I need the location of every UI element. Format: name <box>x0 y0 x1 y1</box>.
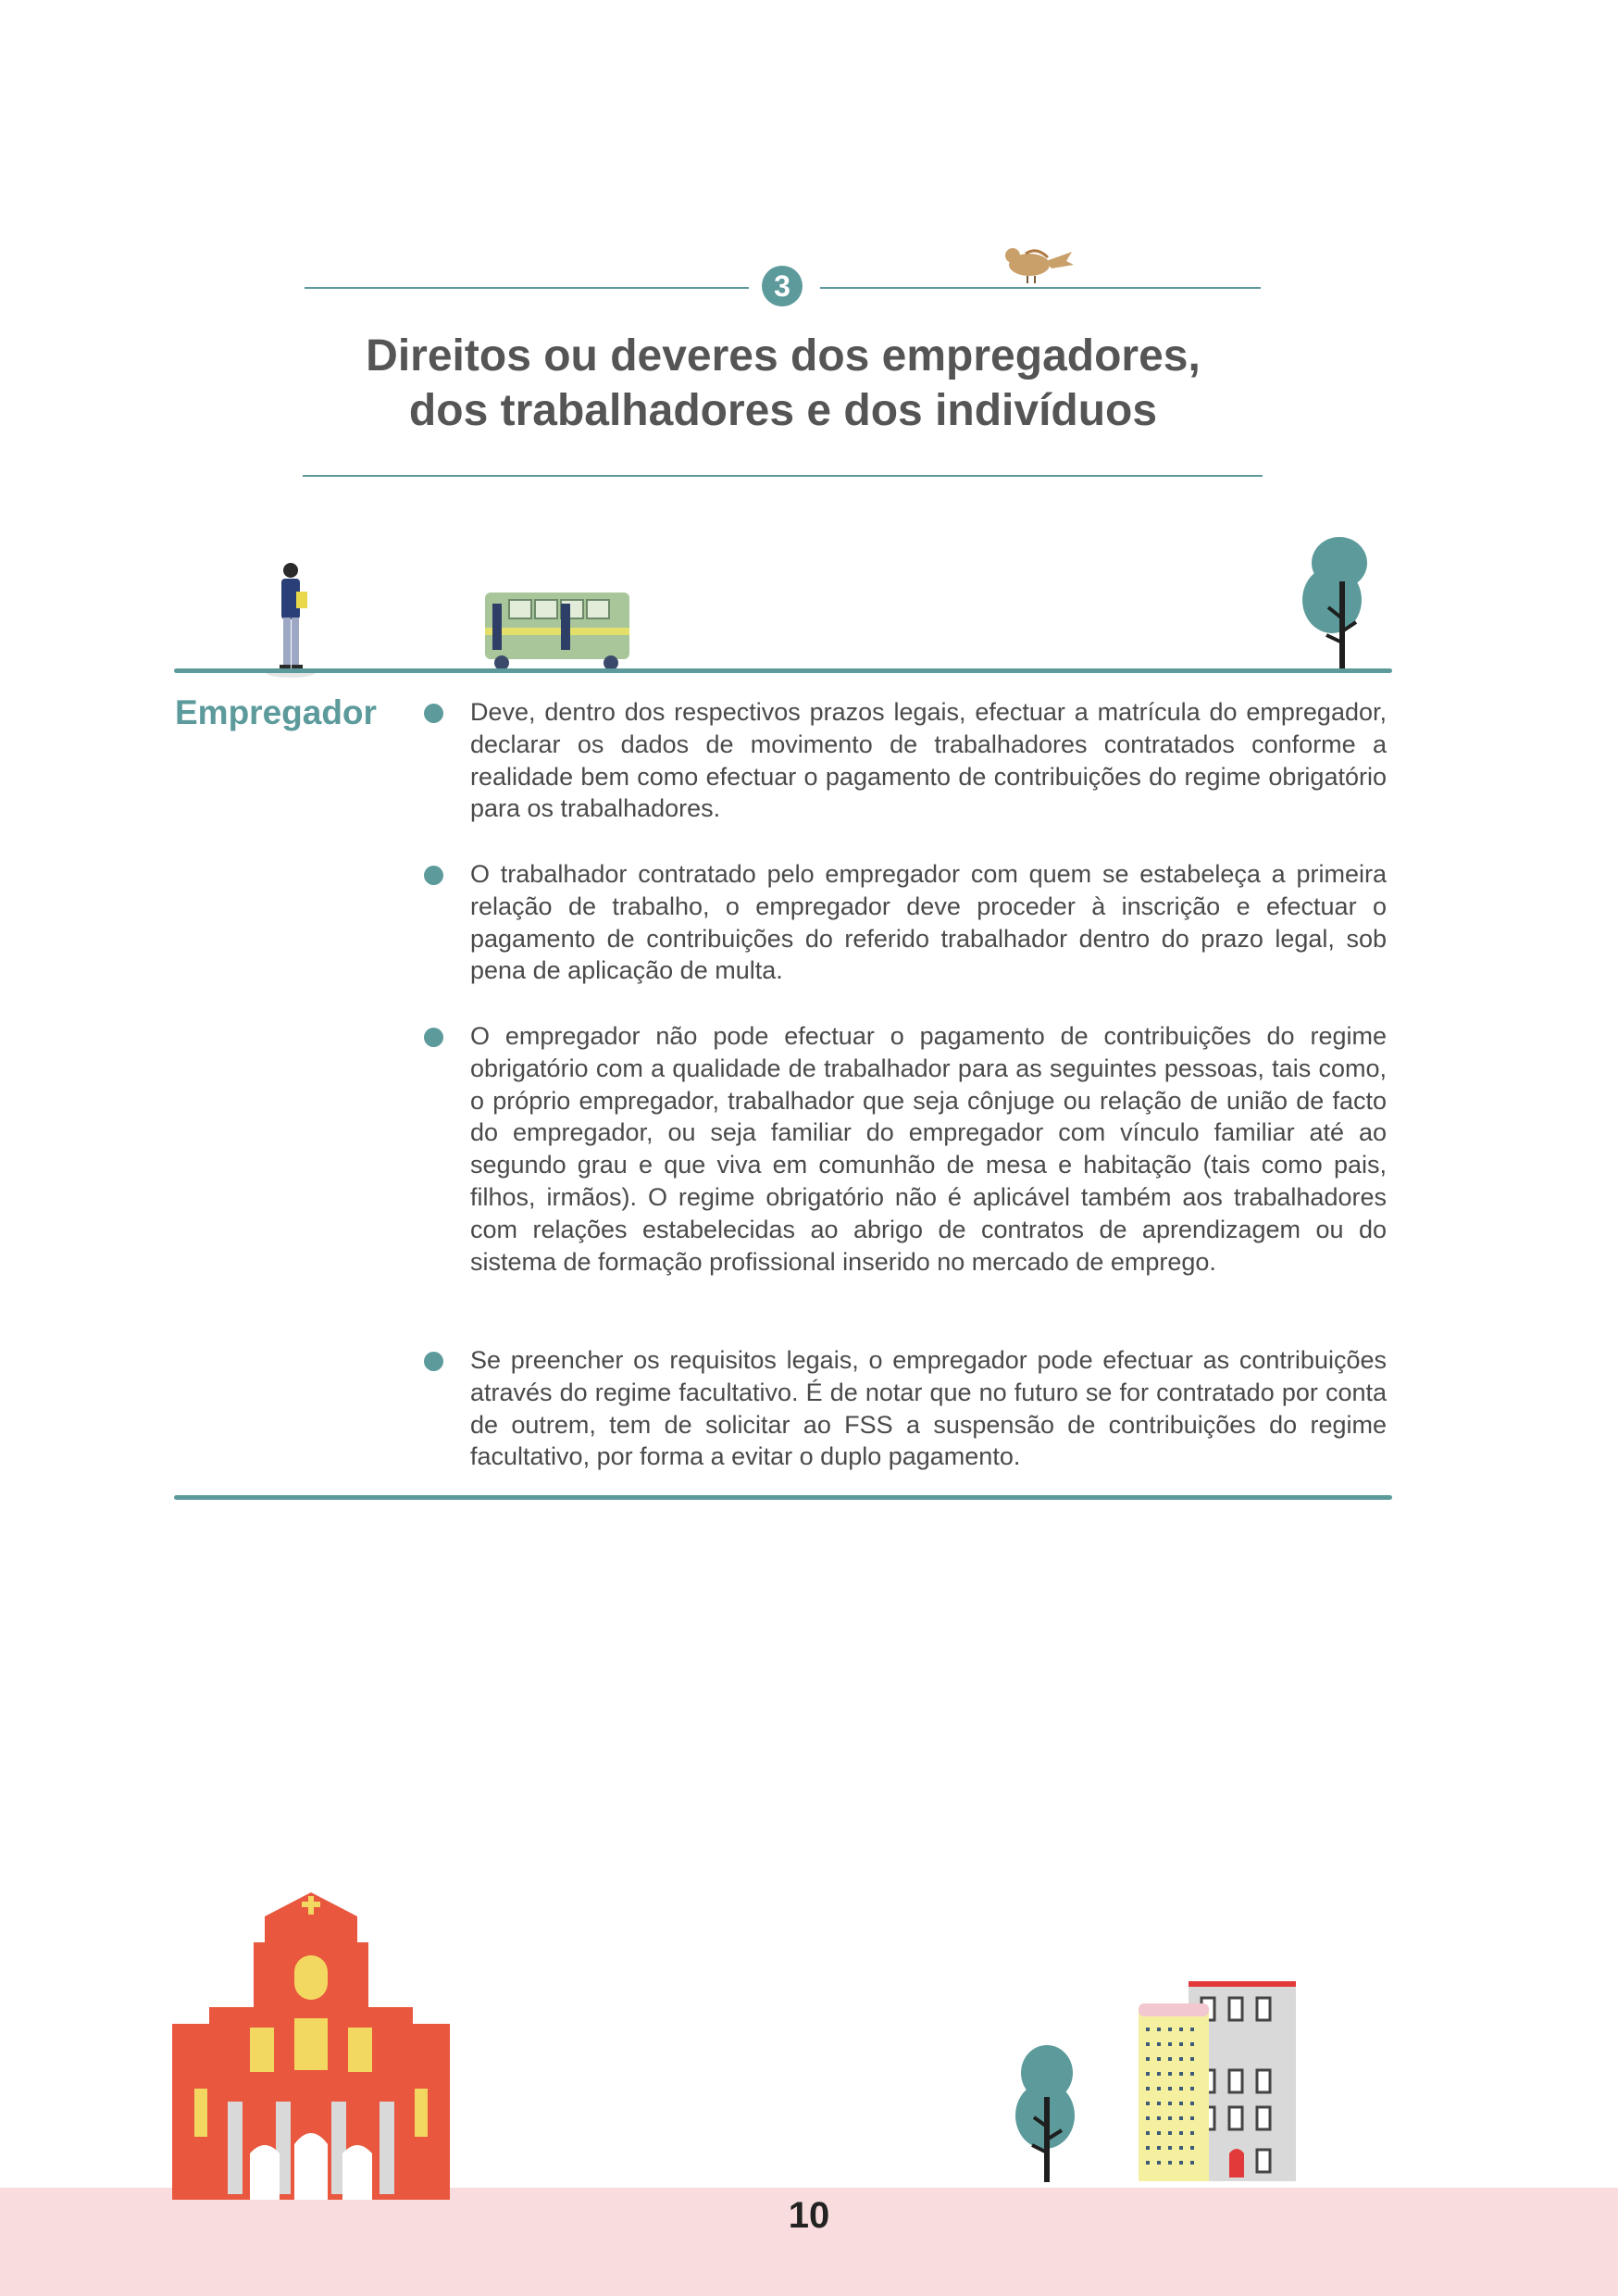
person-icon <box>261 560 317 680</box>
bullet-dot <box>424 1028 443 1047</box>
list-item-text: Se preencher os requisitos legais, o empregador pode efectuar as contribuições através do regime facultativo. É de notar que no futuro se for contratado por conta de outrem, tem de solicitar ao FSS a suspensão de contribuições do regime facultativo, por forma a evitar o duplo pagamento. <box>470 1346 1387 1471</box>
list-item-text: Deve, dentro dos respectivos prazos legais, efectuar a matrícula do empregador, declarar os dados de movimento de trabalhadores contratados conforme a realidade bem como efectuar o pagamento de contribuições do regime obrigatório para os trabalhadores. <box>470 698 1387 823</box>
list-item <box>424 1344 1387 1474</box>
page-number: 10 <box>788 2195 830 2236</box>
header-rule-right <box>820 287 1261 289</box>
side-heading-empregador: Empregador <box>175 693 377 731</box>
header-rule-left <box>305 287 749 289</box>
section-number-badge: 3 <box>762 266 803 306</box>
section-bottom-rule <box>174 1495 1392 1500</box>
list-item-text: O empregador não pode efectuar o pagamento de contribuições do regime obrigatório com a qualidade de trabalhador para as seguintes pessoas, tais como, o próprio empregador, trabalhador que seja cônjuge ou relação de união de facto do empregador, ou seja familiar do empregador com vínculo familiar até ao segundo grau e que viva em comunhão de mesa e habitação (tais como pais, filhos, irmãos). O regime obrigatório não é aplicável também aos trabalhadores com relações estabelecidas ao abrigo de contratos de aprendizagem ou do sistema de formação profissional inserido no mercado de emprego. <box>470 1022 1387 1276</box>
ground-line <box>174 668 1392 673</box>
list-item-text: O trabalhador contratado pelo empregador com quem se estabeleça a primeira relação de trabalho, o empregador deve proceder à inscrição e efectuar o pagamento de contribuições do referido trabalhador dentro do prazo legal, sob pena de aplicação de multa. <box>470 860 1387 985</box>
bird-icon <box>1000 241 1074 287</box>
bullet-dot <box>424 1352 443 1371</box>
bullet-dot <box>424 704 443 723</box>
church-facade-icon <box>172 1889 450 2205</box>
list-item <box>424 1020 1387 1344</box>
bullet-dot <box>424 866 443 885</box>
obligations-list <box>424 696 1387 1474</box>
header-rule-bottom <box>303 475 1263 477</box>
tree-icon <box>1301 535 1375 674</box>
section-title <box>304 329 1263 438</box>
list-item <box>424 696 1387 858</box>
section-title-line-1: Direitos ou deveres dos empregadores, <box>366 331 1201 381</box>
list-item <box>424 858 1387 1020</box>
section-title-line-2: dos trabalhadores e dos indivíduos <box>408 386 1158 435</box>
buildings-icon <box>1137 1981 1300 2185</box>
bus-icon <box>483 591 633 672</box>
tree-icon <box>1012 2041 1082 2186</box>
